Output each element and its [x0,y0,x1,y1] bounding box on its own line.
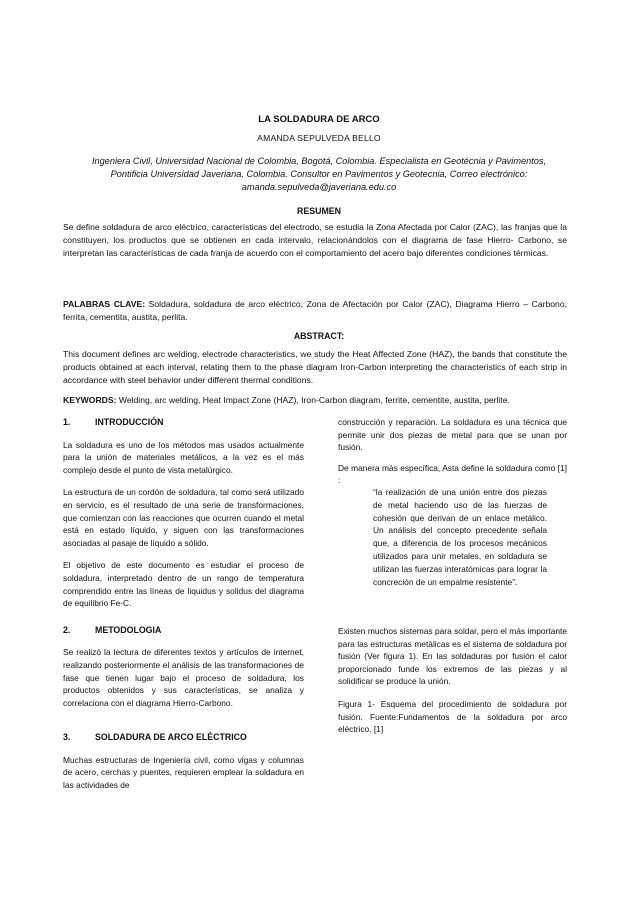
section-heading-soldadura-arco: 3. SOLDADURA DE ARCO ELÉCTRICO [63,732,247,743]
soldadura-arco-paragraph: Muchas estructuras de Ingeniería civil, como vigas y columnas de acero, cerchas y puentes, requieren emplear la soldadura en las actividades de [63,754,304,791]
author-email: amanda.sepulveda@javeriana.edu.co [241,182,397,192]
abstract-heading: ABSTRACT: [293,331,345,341]
left-column [63,416,304,792]
intro-paragraph-2: La estructura de un cordón de soldadura, tal como será utilizado en servicio, es el resultado de una serie de transformaciones, que comienzan con las reacciones que ocurren cuando el metal está en estado líquido, y siguen con las transformaciones asociadas al pasaje de líquido a sólido. [63,487,304,548]
figure-1-caption: Figura 1- Esquema del procedimiento de soldadura por fusión. Fuente:Fundamentos de la soldadura por arco eléctrico. [1] [338,698,567,735]
paper-title: LA SOLDADURA DE ARCO [258,114,380,125]
intro-paragraph-3: El objetivo de este documento es estudiar el proceso de soldadura, interpretado dentro de un rango de temperatura comprendido entre las líneas de liquidus y solidus del diagrama de equilibrio Fe-C. [63,560,304,609]
intro-paragraph-1: La soldadura es uno de los métodos mas usados actualmente para la unión de materiales metálicos, a la vez es el más complejo desde el punto de vista metalúrgico. [63,439,304,475]
metodologia-paragraph: Se realizó la lectura de diferentes textos y artículos de internet, realizando posteriormente el análisis de las transformaciones de fase que tienen lugar bajo el proceso de soldadura, los productos obtenidos y sus características, se analiza y correlaciona con el diagrama Hierro-Carbono. [63,647,304,708]
keywords-text: Welding, arc welding, Heat Impact Zone (HAZ), Iron-Carbon diagram, ferrite, cementite, austita, perlite. [116,395,510,405]
palabras-clave-text: Soldadura, soldadura de arco eléctrico, Zona de Afectación por Calor (ZAC), Diagrama Hierro – Carbono, ferrita, cementita, austita, perlita. [63,299,567,322]
right-column-top [338,416,567,487]
definition-quote: “la realización de una unión entre dos piezas de metal haciendo uso de las fuerzas de cohesión que derivan de un enlace metálico. Un análisis del concepto precedente señala que, a diferencia de los procesos mecánicos utilizados para unir metales, en soldadura se utilizan las fuerzas interatómicas para lograr la concreción de un empalme resistente”. [373,487,547,587]
section-heading-metodologia: 2. METODOLOGIA [63,624,162,635]
resumen-heading: RESUMEN [297,206,341,216]
author-name: AMANDA SEPULVEDA BELLO [257,133,381,143]
affiliation-line-2: Pontificia Universidad Javeriana, Colombia. Consultor en Pavimentos y Geotecnia, Correo electrónico: [110,169,528,179]
right-paragraph-3: Existen muchos sistemas para soldar, pero el más importante para las estructuras metálicas es el sistema de soldadura por fusión (Ver figura 1). En las soldaduras por fusión el calor proporcionado funde los extremos de las piezas y al solidificar se produce la unión. [338,626,567,687]
section-heading-introduccion: 1. INTRODUCCIÓN [63,417,164,427]
palabras-clave [63,298,567,324]
right-paragraph-1: construcción y reparación. La soldadura es una técnica que permite unir dos piezas de metal para que se unan por fusión. [338,417,567,453]
palabras-clave-label: PALABRAS CLAVE: [63,299,146,309]
resumen-text: Se define soldadura de arco eléctrico, características del electrodo, se estudia la Zona Afectada por Calor (ZAC), las franjas que la constituyen, los productos que se obtienen en cada intervalo, relacionándolos con el diagrama de fase Hierro- Carbono, se interpretan las características de cada franja de acuerdo con el comportamiento del acero bajo diferentes condiciones térmicas. [63,222,567,258]
right-paragraph-2: De manera más específica, Asta define la soldadura como [1] : [338,462,567,486]
keywords [63,394,567,407]
keywords-label: KEYWORDS: [63,395,117,405]
affiliation-line-1: Ingeniera Civil, Universidad Nacional de Colombia, Bogotá, Colombia. Especialista en Geotécnia y Pavimentos, [92,156,546,166]
author-affiliation [80,155,558,194]
abstract-text: This document defines arc welding, electrode characteristics, we study the Heat Affected Zone (HAZ), the bands that constitute the products obtained at each interval, relating them to the phase diagram Iron-Carbon interpreting the characteristics of each strip in accordance with steel behavior under different thermal conditions. [63,349,567,385]
right-column-bottom [338,625,567,736]
